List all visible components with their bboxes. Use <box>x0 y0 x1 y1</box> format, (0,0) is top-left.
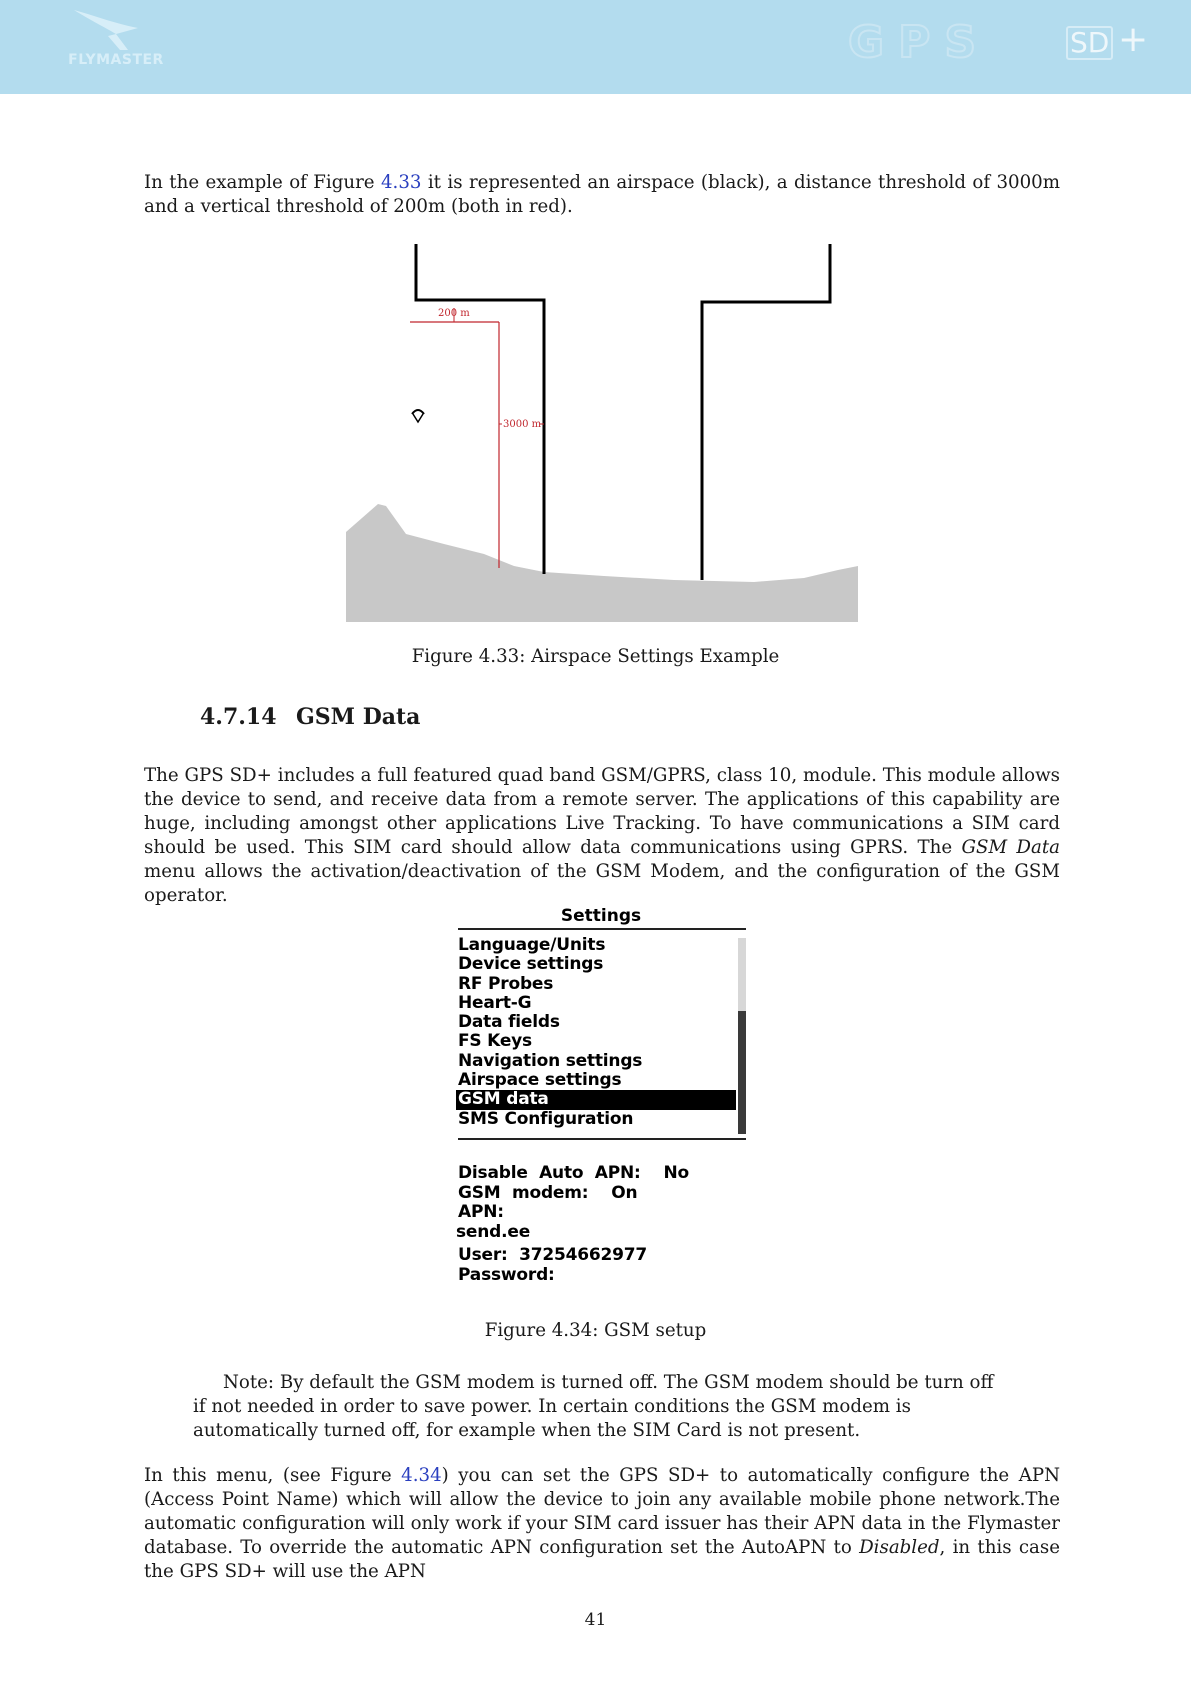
menu-item-airspace-settings[interactable]: Airspace settings <box>458 1070 622 1091</box>
airspace-boundary-left <box>416 244 544 574</box>
screen-title: Settings <box>560 906 642 926</box>
gsm-settings-screen <box>456 904 748 1298</box>
apn-label: APN: <box>458 1202 504 1222</box>
figure-434-caption: Figure 4.34: GSM setup <box>484 1320 707 1341</box>
flymaster-wing-icon <box>56 6 176 56</box>
menu-item-data-fields[interactable]: Data fields <box>458 1012 560 1033</box>
brand-left: FLYMASTER <box>68 52 164 68</box>
note-paragraph <box>193 1371 1009 1443</box>
gsm-modem-setting: GSM modem: On <box>458 1182 638 1203</box>
menu-item-heart-g[interactable]: Heart-G <box>458 992 532 1013</box>
distance-threshold-label: 3000 m <box>503 419 542 430</box>
settings-menu <box>456 936 736 1129</box>
paraglider-icon <box>412 410 424 422</box>
menu-item-fs-keys[interactable]: FS Keys <box>458 1031 532 1052</box>
title-divider <box>458 928 746 930</box>
figure-434-link[interactable]: 4.34 <box>401 1465 442 1486</box>
figure-433-link[interactable]: 4.33 <box>380 172 422 193</box>
menu-paragraph-suffix: , in this case the GPS SD+ will use the APN <box>144 1537 1060 1582</box>
section-heading <box>200 704 420 730</box>
airspace-boundary-right <box>702 244 830 580</box>
figure-433-caption: Figure 4.33: Airspace Settings Example <box>411 646 780 667</box>
section-title: GSM Data <box>296 704 421 730</box>
auto-apn-setting: Disable Auto APN: No <box>458 1163 690 1183</box>
intro-suffix: it is represented an airspace (black), a distance threshold of 3000m and a vertical threshold of 200m (both in red). <box>144 172 1061 217</box>
section-number: 4.7.14 <box>200 704 277 730</box>
page-number: 41 <box>584 1610 607 1630</box>
brand-right-model: SD <box>1066 26 1113 60</box>
gsm-paragraph-part2: menu allows the activation/deactivation of the GSM Modem, and the configuration of the GSM operator. <box>144 861 1060 906</box>
user-value: User: 37254662977 <box>458 1245 647 1265</box>
gps-sd-logo <box>848 17 1149 68</box>
vertical-threshold-label: 200 m <box>438 308 470 319</box>
menu-paragraph <box>144 1464 1060 1584</box>
menu-item-rf-probes[interactable]: RF Probes <box>458 973 554 994</box>
disabled-term: Disabled <box>859 1537 940 1558</box>
gsm-menu-name: GSM Data <box>961 837 1060 858</box>
menu-paragraph-prefix: In this menu, (see Figure <box>144 1465 402 1486</box>
note-text: Note: By default the GSM modem is turned off. The GSM modem should be turn off if not needed in order to save power. In certain conditions the GSM modem is automatically turned off, for example when the SIM Card is not present. <box>193 1372 994 1441</box>
menu-paragraph-middle: ) you can set the GPS SD+ to automatically configure the APN (Access Point Name) which will allow the device to join any available mobile phone network.The automatic configuration will only work if your SIM card issuer has their APN data in the Flymaster database. To override the automatic APN configuration set the AutoAPN to <box>144 1465 1060 1558</box>
brand-right-plus: + <box>1118 19 1149 60</box>
intro-prefix: In the example of Figure <box>144 172 381 193</box>
flymaster-logo <box>56 6 176 74</box>
header-banner <box>0 0 1191 94</box>
menu-item-language-units[interactable]: Language/Units <box>458 935 606 955</box>
menu-scrollbar[interactable] <box>738 938 746 1134</box>
menu-item-navigation-settings[interactable]: Navigation settings <box>458 1050 643 1071</box>
menu-item-sms-configuration[interactable]: SMS Configuration <box>458 1108 634 1129</box>
airspace-figure <box>344 242 860 624</box>
intro-paragraph <box>144 171 1060 219</box>
terrain <box>346 504 858 622</box>
scrollbar-thumb[interactable] <box>738 1011 746 1134</box>
password-label: Password: <box>458 1264 555 1285</box>
gsm-paragraph-part1: The GPS SD+ includes a full featured quad band GSM/GPRS, class 10, module. This module allows the device to send, and receive data from a remote server. The applications of this capability are huge, including amongst other applications Live Tracking. To have communications a SIM card should be used. This SIM card should allow data communications using GPRS. The <box>144 765 1060 858</box>
brand-right-product: GPS <box>848 17 991 68</box>
menu-item-gsm-data[interactable]: GSM data <box>456 1090 736 1109</box>
menu-divider <box>458 1138 746 1140</box>
gsm-info-panel <box>458 1164 746 1285</box>
apn-value: send.ee <box>456 1221 531 1242</box>
menu-item-device-settings[interactable]: Device settings <box>458 954 604 975</box>
gsm-paragraph <box>144 764 1060 908</box>
